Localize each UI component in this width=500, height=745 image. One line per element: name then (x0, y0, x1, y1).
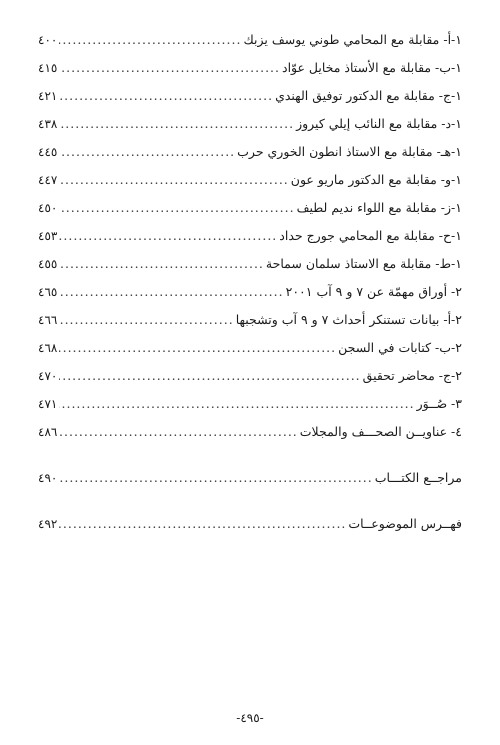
toc-entry-page: ٤٤٥ (38, 145, 58, 159)
toc-entry-page: ٤٩٢ (38, 517, 58, 531)
toc-entry-title: ١-ب- مقابلة مع الأستاذ مخايل عوّاد (282, 60, 462, 75)
toc-entry (38, 396, 462, 424)
toc-entry (38, 312, 462, 340)
toc-entry (38, 340, 462, 368)
dot-leader (59, 396, 414, 411)
toc-entry-page: ٤٨٦ (38, 425, 58, 439)
toc-entry-page: ٤٥٣ (38, 229, 58, 243)
dot-leader (59, 200, 294, 215)
dot-leader (59, 340, 336, 355)
dot-leader (59, 172, 288, 187)
toc-entry-title: ١-ح- مقابلة مع المحامي جورج حداد (279, 228, 462, 243)
toc-entry (38, 368, 462, 396)
toc-entry-page: ٤٧٠ (38, 369, 58, 383)
toc-entry-title: ١-ج- مقابلة مع الدكتور توفيق الهندي (275, 88, 462, 103)
toc-entry-title: ٣- صُــوَر (416, 396, 462, 411)
toc-entry (38, 228, 462, 256)
toc-entry (38, 144, 462, 172)
toc-entry-title: ١-د- مقابلة مع النائب إيلي كيروز (296, 116, 462, 131)
toc-entry-title: مراجــع الكتـــاب (374, 470, 462, 485)
dot-leader (59, 88, 273, 103)
table-of-contents (38, 32, 462, 544)
toc-entry-page: ٤٧١ (38, 397, 58, 411)
toc-entry (38, 60, 462, 88)
dot-leader (59, 470, 372, 485)
toc-entry-title: ٤- عناويــن الصحـــف والمجلات (299, 424, 462, 439)
toc-entry-title: ١-ط- مقابلة مع الاستاذ سلمان سماحة (265, 256, 462, 271)
toc-entry-page: ٤٢١ (38, 89, 58, 103)
dot-leader (59, 228, 277, 243)
dot-leader (59, 284, 283, 299)
toc-entry-page: ٤٦٨ (38, 341, 58, 355)
toc-entry-title: ١-أ- مقابلة مع المحامي طوني يوسف يزبك (243, 32, 462, 47)
toc-entry-title: ١-هـ- مقابلة مع الاستاذ انطون الخوري حرب (237, 144, 462, 159)
toc-entry (38, 172, 462, 200)
toc-entry (38, 424, 462, 452)
toc-entry-page: ٤٦٥ (38, 285, 58, 299)
dot-leader (59, 116, 294, 131)
toc-entry-title: ٢-أ- بيانات تستنكر أحداث ٧ و ٩ آب وتشجبها (235, 312, 462, 327)
toc-entry-page: ٤٥٠ (38, 201, 58, 215)
toc-entry-page: ٤١٥ (38, 61, 58, 75)
toc-entry (38, 516, 462, 544)
toc-entry-page: ٤٤٧ (38, 173, 58, 187)
dot-leader (59, 32, 241, 47)
toc-entry (38, 200, 462, 228)
toc-entry-title: ١-ز- مقابلة مع اللواء نديم لطيف (296, 200, 462, 215)
dot-leader (59, 256, 264, 271)
toc-entry-title: ٢-ب- كتابات في السجن (338, 340, 462, 355)
dot-leader (59, 424, 297, 439)
toc-entry-page: ٤٦٦ (38, 313, 58, 327)
dot-leader (59, 368, 360, 383)
toc-entry-page: ٤٠٠ (38, 33, 58, 47)
dot-leader (59, 516, 346, 531)
toc-entry-page: ٤٩٠ (38, 471, 58, 485)
toc-entry-title: ٢- أوراق مهمّة عن ٧ و ٩ آب ٢٠٠١ (285, 284, 462, 299)
toc-entry-page: ٤٥٥ (38, 257, 58, 271)
toc-entry (38, 256, 462, 284)
toc-entry (38, 284, 462, 312)
toc-entry-page: ٤٣٨ (38, 117, 58, 131)
dot-leader (59, 312, 233, 327)
toc-entry-title: فهــرس الموضوعــات (348, 516, 462, 531)
toc-entry (38, 470, 462, 498)
toc-entry-title: ١-و- مقابلة مع الدكتور ماريو عون (290, 172, 462, 187)
dot-leader (59, 144, 235, 159)
toc-entry (38, 88, 462, 116)
toc-entry-title: ٢-ج- محاضر تحقيق (362, 368, 462, 383)
dot-leader (59, 60, 280, 75)
page-number: -٤٩٥- (236, 711, 264, 725)
toc-entry (38, 32, 462, 60)
toc-entry (38, 116, 462, 144)
